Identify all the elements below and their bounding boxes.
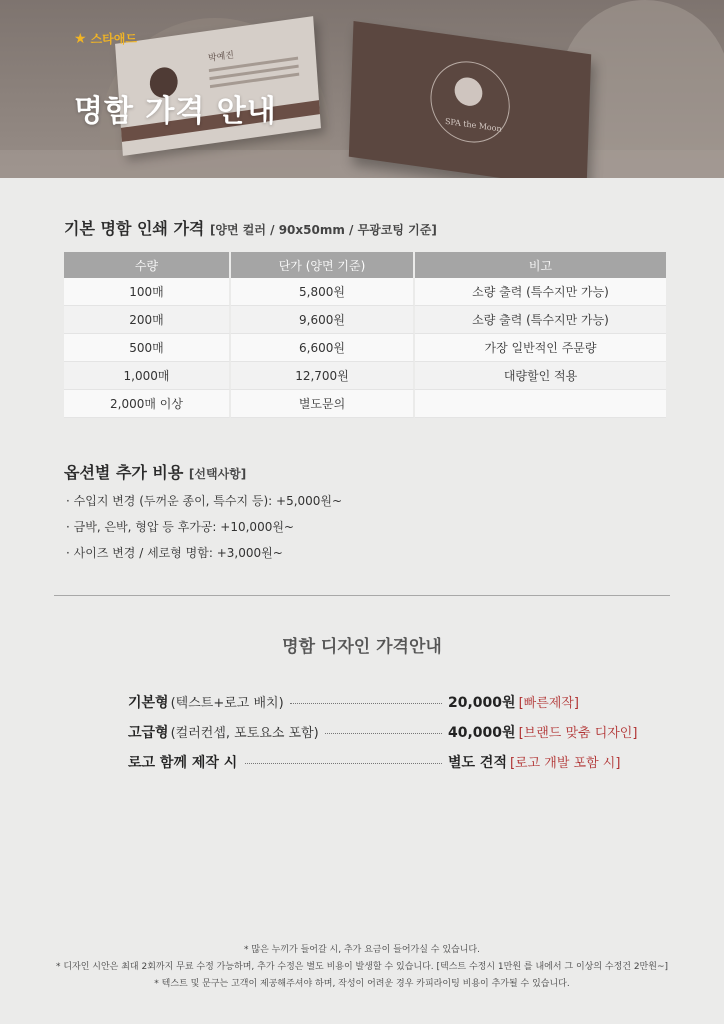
quantity-cell: 100매 bbox=[64, 278, 231, 306]
design-type-desc: (컬러컨셉, 포토요소 포함) bbox=[170, 726, 319, 741]
design-price: 20,000원 bbox=[448, 695, 516, 711]
options-subtitle: [선택사항] bbox=[188, 467, 247, 481]
design-type-name: 고급형 bbox=[128, 725, 169, 741]
price-cell: 9,600원 bbox=[231, 306, 415, 334]
table-row bbox=[64, 306, 666, 334]
design-type-desc: (텍스트+로고 배치) bbox=[170, 696, 284, 711]
quantity-cell: 500매 bbox=[64, 334, 231, 362]
design-note: [빠른제작] bbox=[518, 696, 579, 711]
brand-name: 스타애드 bbox=[90, 32, 137, 46]
table-header-row bbox=[64, 252, 666, 278]
price-cell: 6,600원 bbox=[231, 334, 415, 362]
footnote: * 많은 누끼가 들어갈 시, 추가 요금이 들어가실 수 있습니다. bbox=[244, 945, 480, 955]
star-icon: ★ bbox=[74, 30, 87, 47]
note-cell: 소량 출력 (특수지만 가능) bbox=[415, 278, 666, 306]
dotted-leader bbox=[245, 763, 442, 764]
price-cell: 5,800원 bbox=[231, 278, 415, 306]
footnotes bbox=[0, 942, 724, 993]
note-cell: 대량할인 적용 bbox=[415, 362, 666, 390]
table-row bbox=[64, 362, 666, 390]
options-list bbox=[66, 494, 342, 572]
card-name: 박예진 bbox=[207, 50, 235, 65]
design-value bbox=[448, 752, 648, 772]
design-value bbox=[448, 692, 648, 712]
options-title: 옵션별 추가 비용 bbox=[64, 463, 184, 482]
price-table bbox=[64, 252, 666, 418]
options-heading bbox=[64, 460, 246, 483]
business-card-brown-image bbox=[349, 21, 591, 178]
quantity-cell: 1,000매 bbox=[64, 362, 231, 390]
basic-price-title: 기본 명함 인쇄 가격 bbox=[64, 219, 205, 238]
table-row bbox=[64, 334, 666, 362]
list-item: · 금박, 은박, 형압 등 후가공: +10,000원~ bbox=[66, 520, 294, 534]
design-price: 40,000원 bbox=[448, 725, 516, 741]
hero-banner bbox=[0, 0, 724, 178]
brand-logo bbox=[74, 30, 137, 47]
design-price: 별도 견적 bbox=[448, 755, 507, 771]
design-note: [브랜드 맞춤 디자인] bbox=[518, 726, 638, 741]
design-price-title: 명함 디자인 가격안내 bbox=[282, 637, 442, 657]
note-cell bbox=[415, 390, 666, 418]
note-cell: 가장 일반적인 주문량 bbox=[415, 334, 666, 362]
price-cell: 12,700원 bbox=[231, 362, 415, 390]
quantity-cell: 200매 bbox=[64, 306, 231, 334]
list-item: · 수입지 변경 (두꺼운 종이, 특수지 등): +5,000원~ bbox=[66, 494, 343, 508]
design-type-name: 기본형 bbox=[128, 695, 169, 711]
design-row-premium bbox=[128, 722, 648, 744]
card-brand-text: SPA the Moon bbox=[444, 116, 502, 134]
design-value bbox=[448, 722, 648, 742]
column-header: 비고 bbox=[415, 252, 666, 278]
footnote: * 디자인 시안은 최대 2회까지 무료 수정 가능하며, 추가 수정은 별도 비용이 발생할 수 있습니다. [텍스트 수정시 1만원 를 내에서 그 이상의 수정건 2만원~] bbox=[55, 962, 669, 972]
section-divider bbox=[54, 595, 670, 596]
dotted-leader bbox=[290, 703, 442, 704]
note-cell: 소량 출력 (특수지만 가능) bbox=[415, 306, 666, 334]
list-item: · 사이즈 변경 / 세로형 명함: +3,000원~ bbox=[66, 546, 283, 560]
dotted-leader bbox=[325, 733, 442, 734]
table-row bbox=[64, 278, 666, 306]
design-type-name: 로고 함께 제작 시 bbox=[128, 755, 238, 771]
quantity-cell: 2,000매 이상 bbox=[64, 390, 231, 418]
basic-price-subtitle: [양면 컬러 / 90x50mm / 무광코팅 기준] bbox=[209, 223, 437, 237]
design-row-logo bbox=[128, 752, 648, 774]
page-title: 명함 가격 안내 bbox=[74, 94, 277, 129]
design-note: [로고 개발 포함 시] bbox=[509, 756, 621, 771]
basic-price-heading bbox=[64, 216, 437, 239]
price-cell: 별도문의 bbox=[231, 390, 415, 418]
design-row-basic bbox=[128, 692, 648, 714]
footnote: * 텍스트 및 문구는 고객이 제공해주셔야 하며, 작성이 어려운 경우 카피라이팅 비용이 추가될 수 있습니다. bbox=[154, 979, 570, 989]
table-row bbox=[64, 390, 666, 418]
column-header: 단가 (양면 기준) bbox=[231, 252, 415, 278]
column-header: 수량 bbox=[64, 252, 231, 278]
